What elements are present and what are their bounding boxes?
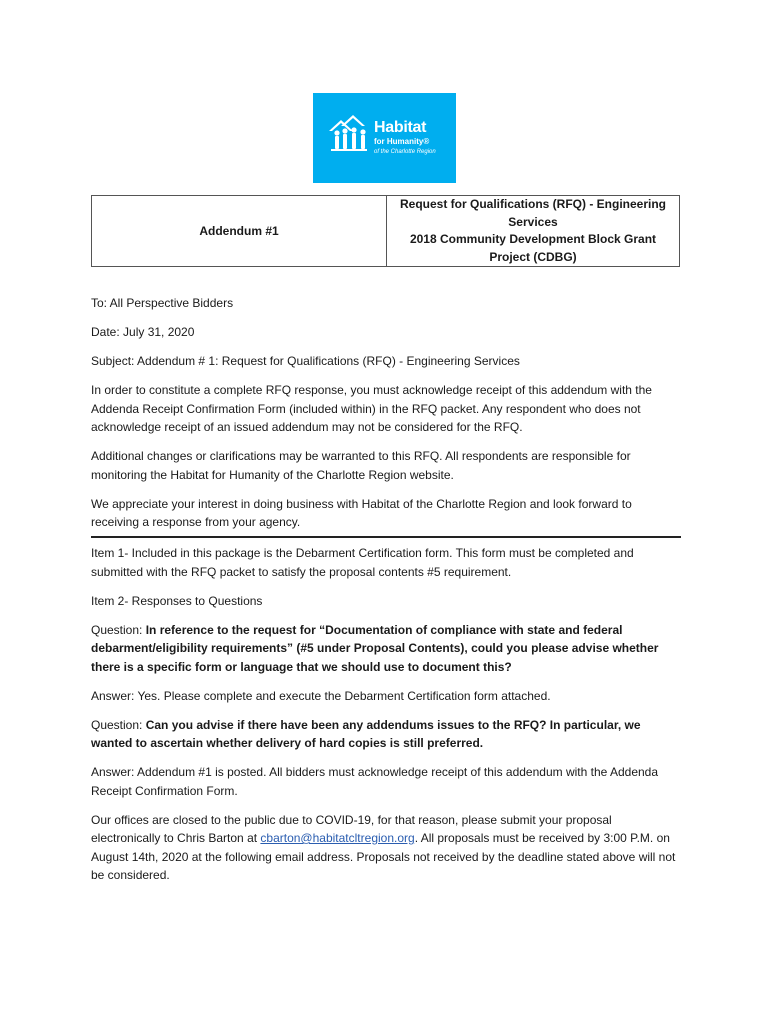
rfq-title-line: Project (CDBG) <box>489 249 577 264</box>
habitat-logo <box>313 93 456 183</box>
date-line: Date: July 31, 2020 <box>91 325 195 339</box>
rfq-title-line: 2018 Community Development Block Grant <box>409 232 657 246</box>
section-divider <box>91 536 681 538</box>
email-link[interactable]: cbarton@habitatcltregion.org <box>260 831 415 845</box>
closing-text: . All proposals must be received by 3:00 P.M. on August 14th, 2020 at the following email address. Proposals not received by the deadline stated above will not be considered. <box>91 831 676 882</box>
question-label: Question: <box>91 717 146 732</box>
paragraph-changes: Additional changes or clarifications may be warranted to this RFQ. All respondents are responsible for monitoring the Habitat for Humanity of the Charlotte Region website. <box>91 449 631 482</box>
question-2 <box>91 716 681 753</box>
logo-region: of the Charlotte Region <box>374 149 436 155</box>
rfq-title-line: Services <box>508 214 558 229</box>
addendum-cell: Addendum #1 <box>92 196 387 267</box>
closing-paragraph <box>91 811 681 885</box>
closing-text: Our offices are closed to the public due to COVID-19, for that reason, please submit your proposal electronically to Chris Barton at <box>91 812 612 845</box>
answer-2: Answer: Addendum #1 is posted. All bidders must acknowledge receipt of this addendum with the Addenda Receipt Confirmation Form. <box>91 765 659 798</box>
answer-1: Answer: Yes. Please complete and execute the Debarment Certification form attached. <box>91 688 551 703</box>
item-1: Item 1- Included in this package is the Debarment Certification form. This form must be completed and submitted with the RFQ packet to satisfy the proposal contents #5 requirement. <box>91 546 634 579</box>
paragraph-appreciate: We appreciate your interest in doing business with Habitat of the Charlotte Region and look forward to receiving a response from your agency. <box>91 496 632 529</box>
rfq-title-line: Request for Qualifications (RFQ) - Engineering <box>399 197 666 211</box>
question-1 <box>91 621 681 677</box>
question-text: In reference to the request for “Documentation of compliance with state and federal debarment/eligibility requirements” (#5 under Proposal Contents), could you please advise whether there is a specific form or language that we should use to document this? <box>91 622 659 674</box>
subject-line: Subject: Addendum # 1: Request for Qualifications (RFQ) - Engineering Services <box>91 354 520 368</box>
paragraph-acknowledge: In order to constitute a complete RFQ response, you must acknowledge receipt of this addendum with the Addenda Receipt Confirmation Form (included within) in the RFQ packet. Any respondent who does not acknowledge receipt of an issued addendum may not be considered for the RFQ. <box>91 383 652 434</box>
rfq-title-cell <box>387 196 680 267</box>
logo-wordmark: Habitat <box>374 119 427 136</box>
item-2: Item 2- Responses to Questions <box>91 593 263 608</box>
question-label: Question: <box>91 622 146 637</box>
to-line: To: All Perspective Bidders <box>91 296 234 310</box>
logo-subtitle: for Humanity® <box>374 137 430 146</box>
question-text: Can you advise if there have been any addendums issues to the RFQ? In particular, we wanted to ascertain whether delivery of hard copies is still preferred. <box>91 717 641 750</box>
header-table <box>91 195 680 267</box>
letter-body <box>91 294 681 895</box>
